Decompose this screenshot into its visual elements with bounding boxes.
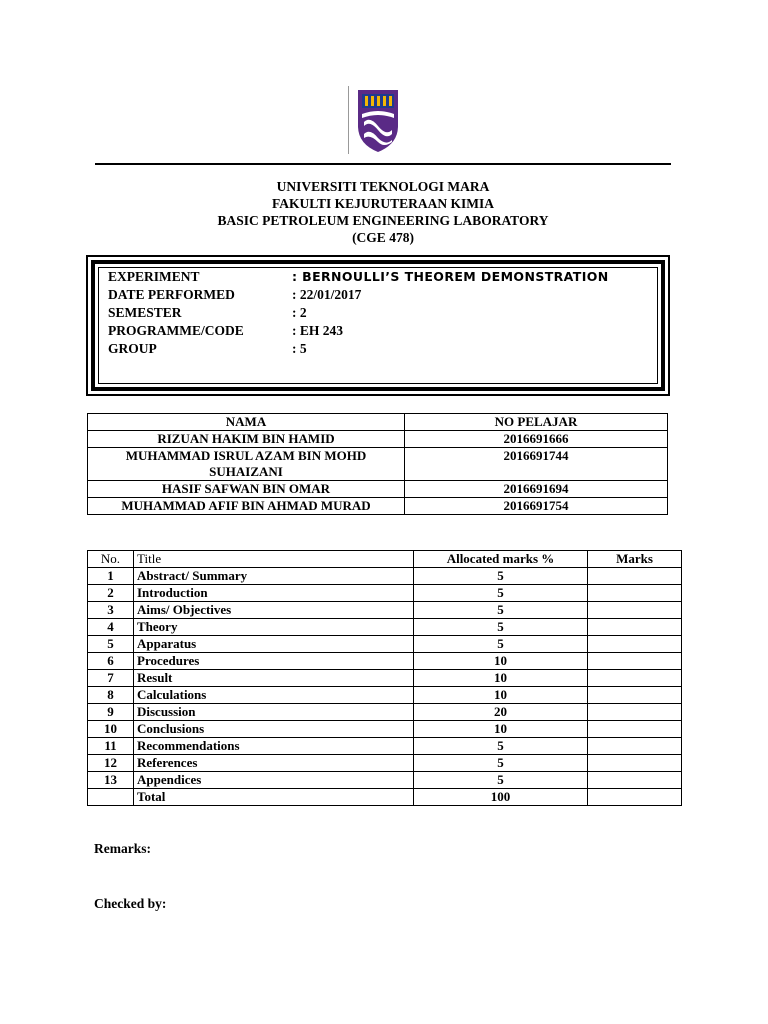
table-row bbox=[88, 721, 682, 738]
row-marks-cell[interactable] bbox=[588, 772, 682, 789]
student-id: 2016691754 bbox=[405, 498, 668, 515]
row-title: Abstract/ Summary bbox=[134, 568, 414, 585]
table-row bbox=[88, 498, 668, 515]
row-no: 10 bbox=[88, 721, 134, 738]
row-no: 6 bbox=[88, 653, 134, 670]
row-no: 12 bbox=[88, 755, 134, 772]
date-performed-value: : 22/01/2017 bbox=[292, 287, 362, 302]
table-row bbox=[88, 670, 682, 687]
student-name: HASIF SAFWAN BIN OMAR bbox=[88, 481, 405, 498]
row-no: 3 bbox=[88, 602, 134, 619]
student-name: MUHAMMAD AFIF BIN AHMAD MURAD bbox=[88, 498, 405, 515]
table-row bbox=[88, 738, 682, 755]
table-row bbox=[88, 448, 668, 481]
student-name bbox=[88, 448, 405, 481]
row-no: 8 bbox=[88, 687, 134, 704]
uitm-crest-logo-icon bbox=[348, 86, 406, 156]
row-allocated: 5 bbox=[414, 636, 588, 653]
student-id: 2016691666 bbox=[405, 431, 668, 448]
experiment-value: : BERNOULLI’S THEOREM DEMONSTRATION bbox=[292, 269, 609, 284]
column-header-no-pelajar: NO PELAJAR bbox=[405, 414, 668, 431]
table-row bbox=[88, 636, 682, 653]
total-marks-cell[interactable] bbox=[588, 789, 682, 806]
column-header-title: Title bbox=[134, 551, 414, 568]
table-row bbox=[88, 568, 682, 585]
row-allocated: 5 bbox=[414, 619, 588, 636]
row-title: Procedures bbox=[134, 653, 414, 670]
row-marks-cell[interactable] bbox=[588, 585, 682, 602]
table-row bbox=[88, 653, 682, 670]
row-marks-cell[interactable] bbox=[588, 687, 682, 704]
semester-value: : 2 bbox=[292, 305, 307, 320]
table-row bbox=[88, 602, 682, 619]
group-value: : 5 bbox=[292, 341, 307, 356]
date-performed-label: DATE PERFORMED bbox=[108, 287, 235, 302]
row-title: Theory bbox=[134, 619, 414, 636]
students-table bbox=[87, 413, 668, 515]
total-row bbox=[88, 789, 682, 806]
row-no: 9 bbox=[88, 704, 134, 721]
row-allocated: 10 bbox=[414, 653, 588, 670]
row-title: Appendices bbox=[134, 772, 414, 789]
column-header-nama: NAMA bbox=[88, 414, 405, 431]
row-title: References bbox=[134, 755, 414, 772]
row-marks-cell[interactable] bbox=[588, 670, 682, 687]
experiment-label: EXPERIMENT bbox=[108, 269, 200, 284]
column-header-no: No. bbox=[88, 551, 134, 568]
programme-code-label: PROGRAMME/CODE bbox=[108, 323, 244, 338]
laboratory-name: BASIC PETROLEUM ENGINEERING LABORATORY bbox=[217, 213, 549, 228]
table-row bbox=[88, 772, 682, 789]
table-header-row bbox=[88, 414, 668, 431]
row-no: 2 bbox=[88, 585, 134, 602]
row-no: 13 bbox=[88, 772, 134, 789]
row-title: Apparatus bbox=[134, 636, 414, 653]
marks-table bbox=[87, 550, 682, 806]
row-title: Aims/ Objectives bbox=[134, 602, 414, 619]
student-name-line2: SUHAIZANI bbox=[209, 464, 283, 479]
row-marks-cell[interactable] bbox=[588, 653, 682, 670]
table-header-row bbox=[88, 551, 682, 568]
programme-code-value: : EH 243 bbox=[292, 323, 344, 338]
row-marks-cell[interactable] bbox=[588, 755, 682, 772]
row-marks-cell[interactable] bbox=[588, 636, 682, 653]
semester-label: SEMESTER bbox=[108, 305, 182, 320]
student-id: 2016691694 bbox=[405, 481, 668, 498]
column-header-marks: Marks bbox=[588, 551, 682, 568]
table-row bbox=[88, 755, 682, 772]
group-label: GROUP bbox=[108, 341, 157, 356]
row-marks-cell[interactable] bbox=[588, 619, 682, 636]
row-allocated: 5 bbox=[414, 772, 588, 789]
row-allocated: 5 bbox=[414, 568, 588, 585]
row-no: 5 bbox=[88, 636, 134, 653]
row-marks-cell[interactable] bbox=[588, 602, 682, 619]
row-allocated: 20 bbox=[414, 704, 588, 721]
row-no: 11 bbox=[88, 738, 134, 755]
table-row bbox=[88, 585, 682, 602]
row-title: Recommendations bbox=[134, 738, 414, 755]
institution-heading bbox=[95, 178, 671, 246]
course-code: (CGE 478) bbox=[352, 230, 414, 245]
column-header-allocated: Allocated marks % bbox=[414, 551, 588, 568]
row-allocated: 5 bbox=[414, 755, 588, 772]
faculty-name: FAKULTI KEJURUTERAAN KIMIA bbox=[271, 196, 495, 211]
row-allocated: 5 bbox=[414, 738, 588, 755]
row-title: Introduction bbox=[134, 585, 414, 602]
row-title: Result bbox=[134, 670, 414, 687]
table-row bbox=[88, 481, 668, 498]
student-name: RIZUAN HAKIM BIN HAMID bbox=[88, 431, 405, 448]
total-label: Total bbox=[134, 789, 414, 806]
row-no: 4 bbox=[88, 619, 134, 636]
row-title: Calculations bbox=[134, 687, 414, 704]
total-no-cell bbox=[88, 789, 134, 806]
row-no: 7 bbox=[88, 670, 134, 687]
checked-by-label: Checked by: bbox=[94, 896, 167, 911]
row-allocated: 5 bbox=[414, 585, 588, 602]
header-rule bbox=[95, 163, 671, 165]
row-title: Discussion bbox=[134, 704, 414, 721]
row-title: Conclusions bbox=[134, 721, 414, 738]
row-marks-cell[interactable] bbox=[588, 704, 682, 721]
row-marks-cell[interactable] bbox=[588, 738, 682, 755]
student-name-line1: MUHAMMAD ISRUL AZAM BIN MOHD bbox=[125, 448, 367, 463]
row-marks-cell[interactable] bbox=[588, 721, 682, 738]
table-row bbox=[88, 619, 682, 636]
row-allocated: 10 bbox=[414, 721, 588, 738]
table-row bbox=[88, 704, 682, 721]
university-name: UNIVERSITI TEKNOLOGI MARA bbox=[276, 179, 490, 194]
row-no: 1 bbox=[88, 568, 134, 585]
row-allocated: 10 bbox=[414, 670, 588, 687]
table-row bbox=[88, 687, 682, 704]
student-id: 2016691744 bbox=[405, 448, 668, 481]
row-marks-cell[interactable] bbox=[588, 568, 682, 585]
remarks-label: Remarks: bbox=[94, 841, 151, 856]
total-value: 100 bbox=[414, 789, 588, 806]
table-row bbox=[88, 431, 668, 448]
row-allocated: 10 bbox=[414, 687, 588, 704]
row-allocated: 5 bbox=[414, 602, 588, 619]
